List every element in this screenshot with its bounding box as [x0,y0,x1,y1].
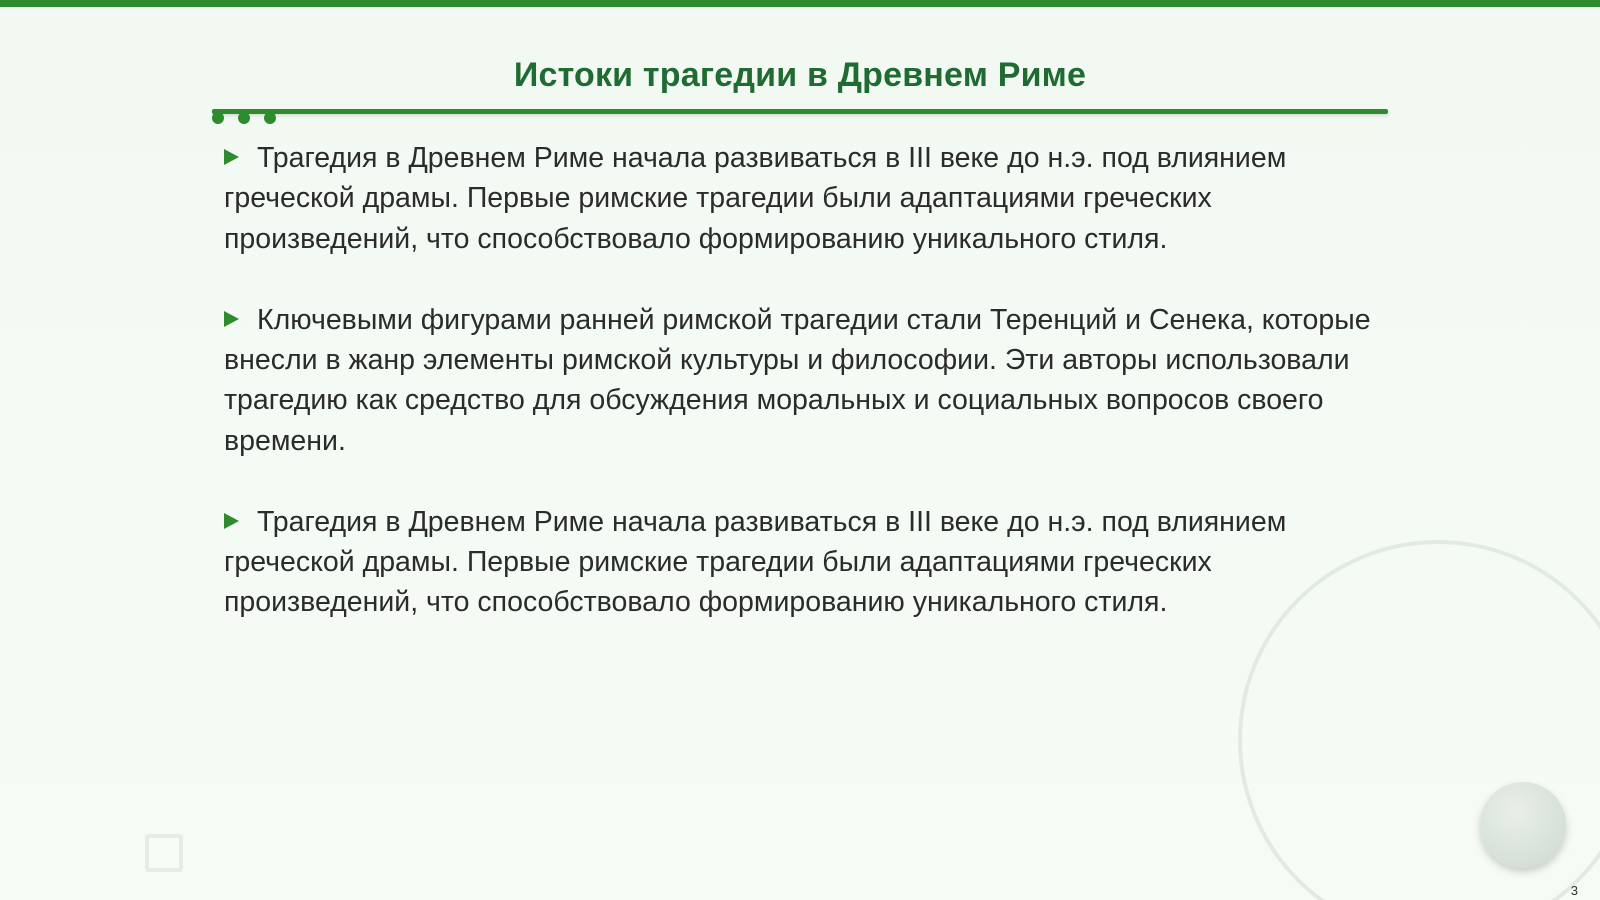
decorative-square [145,834,183,872]
decorative-ball [1480,782,1566,868]
triangle-bullet-icon [224,513,239,529]
bullet-paragraph-1 [224,138,1388,259]
triangle-bullet-icon [224,149,239,165]
decorative-dot-3 [264,112,276,124]
bullet-text-1: Трагедия в Древнем Риме начала развиваться в III веке до н.э. под влиянием греческой драмы. Первые римские трагедии были адаптациями греческих произведений, что способствовало формированию уникального стиля. [224,142,1287,255]
slide-title: Истоки трагедии в Древнем Риме [513,56,1087,94]
decorative-dot-2 [238,112,250,124]
bullet-paragraph-2 [224,300,1388,462]
bullet-paragraph-3 [224,502,1388,623]
top-accent-bar [0,0,1600,7]
bullet-text-2: Ключевыми фигурами ранней римской трагедии стали Теренций и Сенека, которые внесли в жанр элементы римской культуры и философии. Эти авторы использовали трагедию как средство для обсуждения моральных и социальных вопросов своего времени. [224,303,1371,457]
bullet-list [224,138,1388,663]
triangle-bullet-icon [224,311,239,327]
decorative-dot-1 [212,112,224,124]
bullet-text-3: Трагедия в Древнем Риме начала развиваться в III веке до н.э. под влиянием греческой драмы. Первые римские трагедии были адаптациями греческих произведений, что способствовало формированию уникального стиля. [224,505,1287,619]
page-number: 3 [1570,883,1578,898]
title-underline [212,109,1388,114]
